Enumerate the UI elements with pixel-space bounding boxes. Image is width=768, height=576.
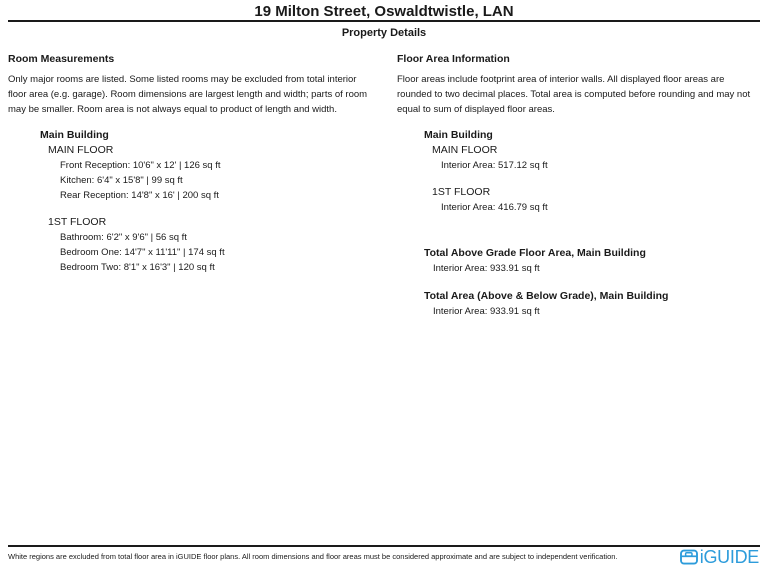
iguide-logo: [680, 547, 759, 567]
room-line: Kitchen: 6'4" x 15'8" | 99 sq ft: [60, 175, 183, 186]
floor-area-description: Floor areas include footprint area of interior walls. All displayed floor areas are rounded to two decimal places. Total area is computed before rounding and may not equal to sum of displayed floor areas.: [397, 74, 751, 115]
page-subtitle: Property Details: [341, 27, 427, 39]
total-interior-area: Interior Area: 933.91 sq ft: [433, 306, 540, 317]
building-name: Main Building: [40, 129, 109, 141]
floor-area-block-main-floor: [432, 143, 760, 173]
iguide-logo-text: iGUIDE: [699, 547, 759, 567]
floor-interior-area: Interior Area: 416.79 sq ft: [441, 202, 548, 213]
room-line: Rear Reception: 14'8" x 16' | 200 sq ft: [60, 190, 219, 201]
floor-block-main-floor: [48, 143, 374, 203]
room-measurements-building: [40, 128, 374, 275]
room-line: Bedroom Two: 8'1" x 16'3" | 120 sq ft: [60, 262, 215, 273]
floor-area-building: [424, 128, 760, 215]
room-line: Front Reception: 10'6" x 12' | 126 sq ft: [60, 160, 221, 171]
room-measurements-section: [8, 52, 374, 275]
total-above-below-grade-block: [424, 289, 760, 319]
floor-block-1st-floor: [48, 215, 374, 275]
room-measurements-description: Only major rooms are listed. Some listed rooms may be excluded from total interior floor area (e.g. garage). Room dimensions are largest length and width; parts of room may be smaller. Room area is not always equal to product of length and width.: [8, 74, 368, 115]
floor-name: MAIN FLOOR: [48, 144, 114, 156]
floor-area-block-1st-floor: [432, 185, 760, 215]
iguide-camera-icon: [680, 549, 698, 565]
footer-disclaimer: White regions are excluded from total floor area in iGUIDE floor plans. All room dimensions and floor areas must be considered approximate and are subject to independent verification.: [8, 552, 618, 561]
floor-area-heading: Floor Area Information: [397, 53, 510, 65]
room-line: Bedroom One: 14'7" x 11'11" | 174 sq ft: [60, 247, 225, 258]
floor-area-totals: [424, 246, 760, 319]
building-name: Main Building: [424, 129, 493, 141]
total-interior-area: Interior Area: 933.91 sq ft: [433, 263, 540, 274]
floor-name: 1ST FLOOR: [432, 186, 491, 198]
footer-divider: [8, 545, 760, 547]
total-above-grade-block: [424, 246, 760, 276]
floor-area-section: [397, 52, 760, 319]
total-heading: Total Area (Above & Below Grade), Main Building: [424, 290, 669, 302]
room-line: Bathroom: 6'2" x 9'6" | 56 sq ft: [60, 232, 187, 243]
floor-name: MAIN FLOOR: [432, 144, 498, 156]
floor-interior-area: Interior Area: 517.12 sq ft: [441, 160, 548, 171]
floor-name: 1ST FLOOR: [48, 216, 107, 228]
room-measurements-heading: Room Measurements: [8, 53, 115, 65]
header-divider: [8, 20, 760, 22]
page-title: 19 Milton Street, Oswaldtwistle, LAN: [254, 3, 514, 20]
total-heading: Total Above Grade Floor Area, Main Building: [424, 247, 646, 259]
